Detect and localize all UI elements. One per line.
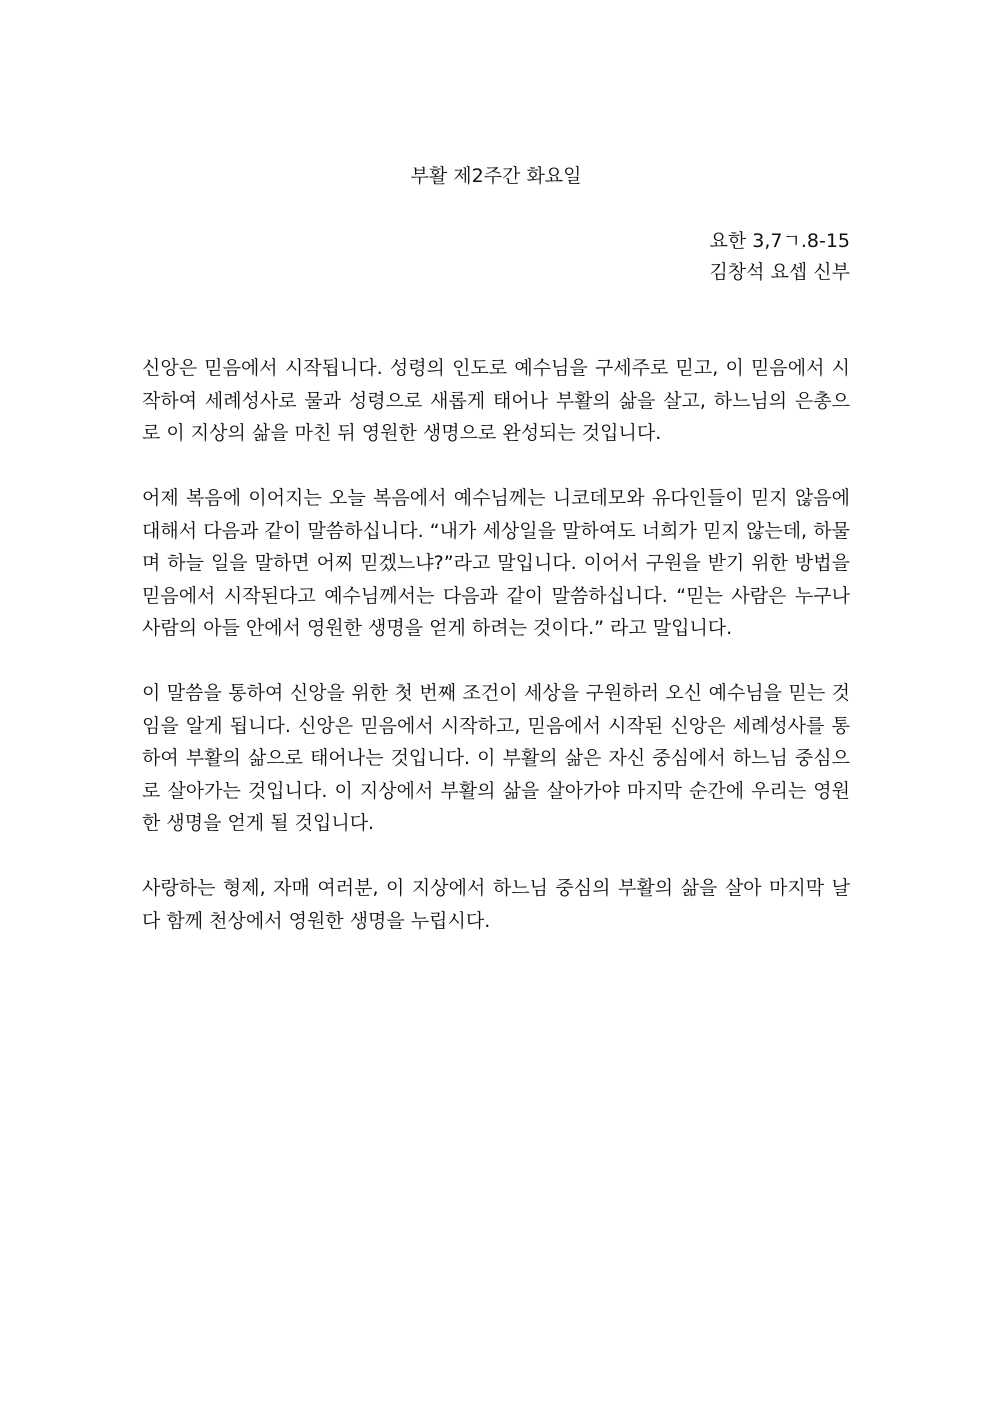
paragraph-4: 사랑하는 형제, 자매 여러분, 이 지상에서 하느님 중심의 부활의 삶을 살아 마지막 날 다 함께 천상에서 영원한 생명을 누립시다.: [142, 877, 850, 932]
document-body: [142, 352, 850, 970]
paragraph-2: 어제 복음에 이어지는 오늘 복음에서 예수님께는 니코데모와 유다인들이 믿지 않음에 대해서 다음과 같이 말씀하십니다. “내가 세상일을 말하여도 너희가 믿지 않는데, 하물며 하늘 일을 말하면 어찌 믿겠느냐?”라고 말입니다. 이어서 구원을 받기 위한 방법을 믿음에서 시작된다고 예수님께서는 다음과 같이 말씀하십니다. “믿는 사람은 누구나 사람의 아들 안에서 영원한 생명을 얻게 하려는 것이다.” 라고 말입니다.: [142, 487, 850, 639]
scripture-reference: 요한 3,7ㄱ.8-15: [709, 230, 850, 252]
paragraph-3: 이 말씀을 통하여 신앙을 위한 첫 번째 조건이 세상을 구원하러 오신 예수님을 믿는 것임을 알게 됩니다. 신앙은 믿음에서 시작하고, 믿음에서 시작된 신앙은 세례성사를 통하여 부활의 삶으로 태어나는 것입니다. 이 부활의 삶은 자신 중심에서 하느님 중심으로 살아가는 것입니다. 이 지상에서 부활의 삶을 살아가야 마지막 순간에 우리는 영원한 생명을 얻게 될 것입니다.: [142, 682, 850, 834]
author-name: 김창석 요셉 신부: [709, 261, 850, 283]
document-title: 부활 제2주간 화요일: [410, 165, 582, 187]
document-meta: [709, 226, 850, 288]
paragraph-1: 신앙은 믿음에서 시작됩니다. 성령의 인도로 예수님을 구세주로 믿고, 이 믿음에서 시작하여 세례성사로 물과 성령으로 새롭게 태어나 부활의 삶을 살고, 하느님의 은총으로 이 지상의 삶을 마친 뒤 영원한 생명으로 완성되는 것입니다.: [142, 357, 850, 444]
